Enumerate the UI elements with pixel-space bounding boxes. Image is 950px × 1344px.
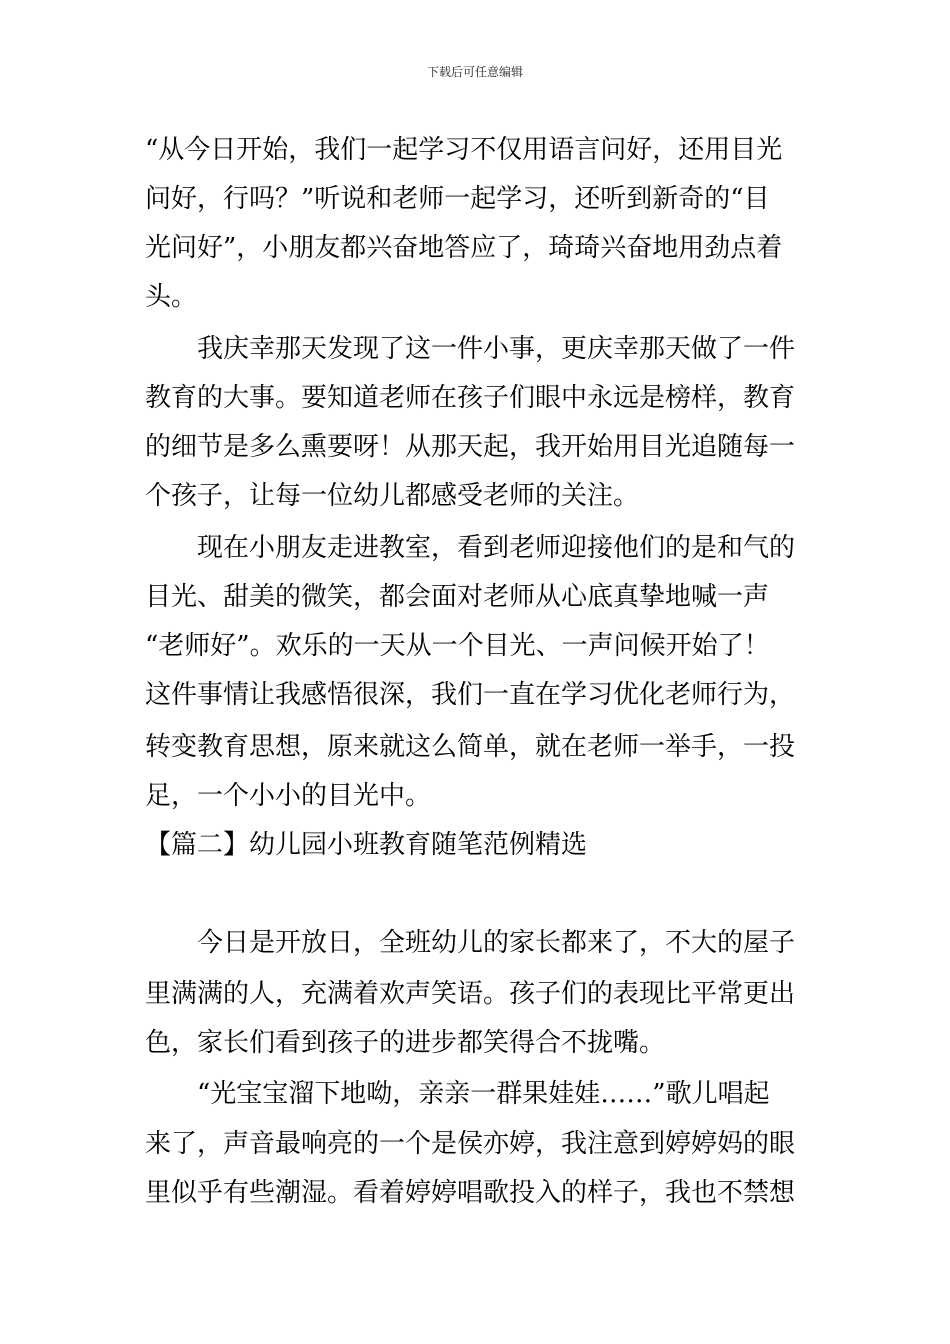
text-line: 现在小朋友走进教室，看到老师迎接他们的是和气的 [145, 533, 796, 563]
text-line: 来了，声音最响亮的一个是侯亦婷，我注意到婷婷妈的眼 [145, 1129, 796, 1159]
text-line: 里似乎有些潮湿。看着婷婷唱歌投入的样子，我也不禁想 [145, 1178, 796, 1208]
text-line: 头。 [145, 282, 198, 312]
page-header: 下载后可任意编辑 [426, 65, 523, 79]
text-line: 的细节是多么熏要呀！从那天起，我开始用目光追随每一 [145, 432, 796, 462]
text-line: 我庆幸那天发现了这一件小事，更庆幸那天做了一件 [145, 334, 796, 364]
text-line: 目光、甜美的微笑，都会面对老师从心底真挚地喊一声 [145, 582, 770, 612]
text-line: 足，一个小小的目光中。 [145, 781, 432, 811]
text-line: 个孩子，让每一位幼儿都感受老师的关注。 [145, 481, 640, 511]
text-line: 问好，行吗？”听说和老师一起学习，还听到新奇的“目 [145, 184, 770, 214]
text-line: 色，家长们看到孩子的进步都笑得合不拢嘴。 [145, 1028, 666, 1058]
text-line: “光宝宝溜下地呦，亲亲一群果娃娃……”歌儿唱起 [145, 1079, 770, 1109]
text-line: 光问好”，小朋友都兴奋地答应了，琦琦兴奋地用劲点着 [145, 233, 783, 263]
text-line: 里满满的人，充满着欢声笑语。孩子们的表现比平常更出 [145, 979, 796, 1009]
text-line: 这件事情让我感悟很深，我们一直在学习优化老师行为， [145, 680, 796, 710]
text-line: “老师好”。欢乐的一天从一个目光、一声问候开始了！ [145, 631, 770, 661]
text-line: 教育的大事。要知道老师在孩子们眼中永远是榜样，教育 [145, 383, 796, 413]
text-line: 今日是开放日，全班幼儿的家长都来了，不大的屋子 [145, 928, 796, 958]
text-line: “从今日开始，我们一起学习不仅用语言问好，还用目光 [145, 135, 783, 165]
text-line: 转变教育思想，原来就这么简单，就在老师一举手，一投 [145, 732, 796, 762]
section-heading: 【篇二】幼儿园小班教育随笔范例精选 [145, 830, 588, 860]
